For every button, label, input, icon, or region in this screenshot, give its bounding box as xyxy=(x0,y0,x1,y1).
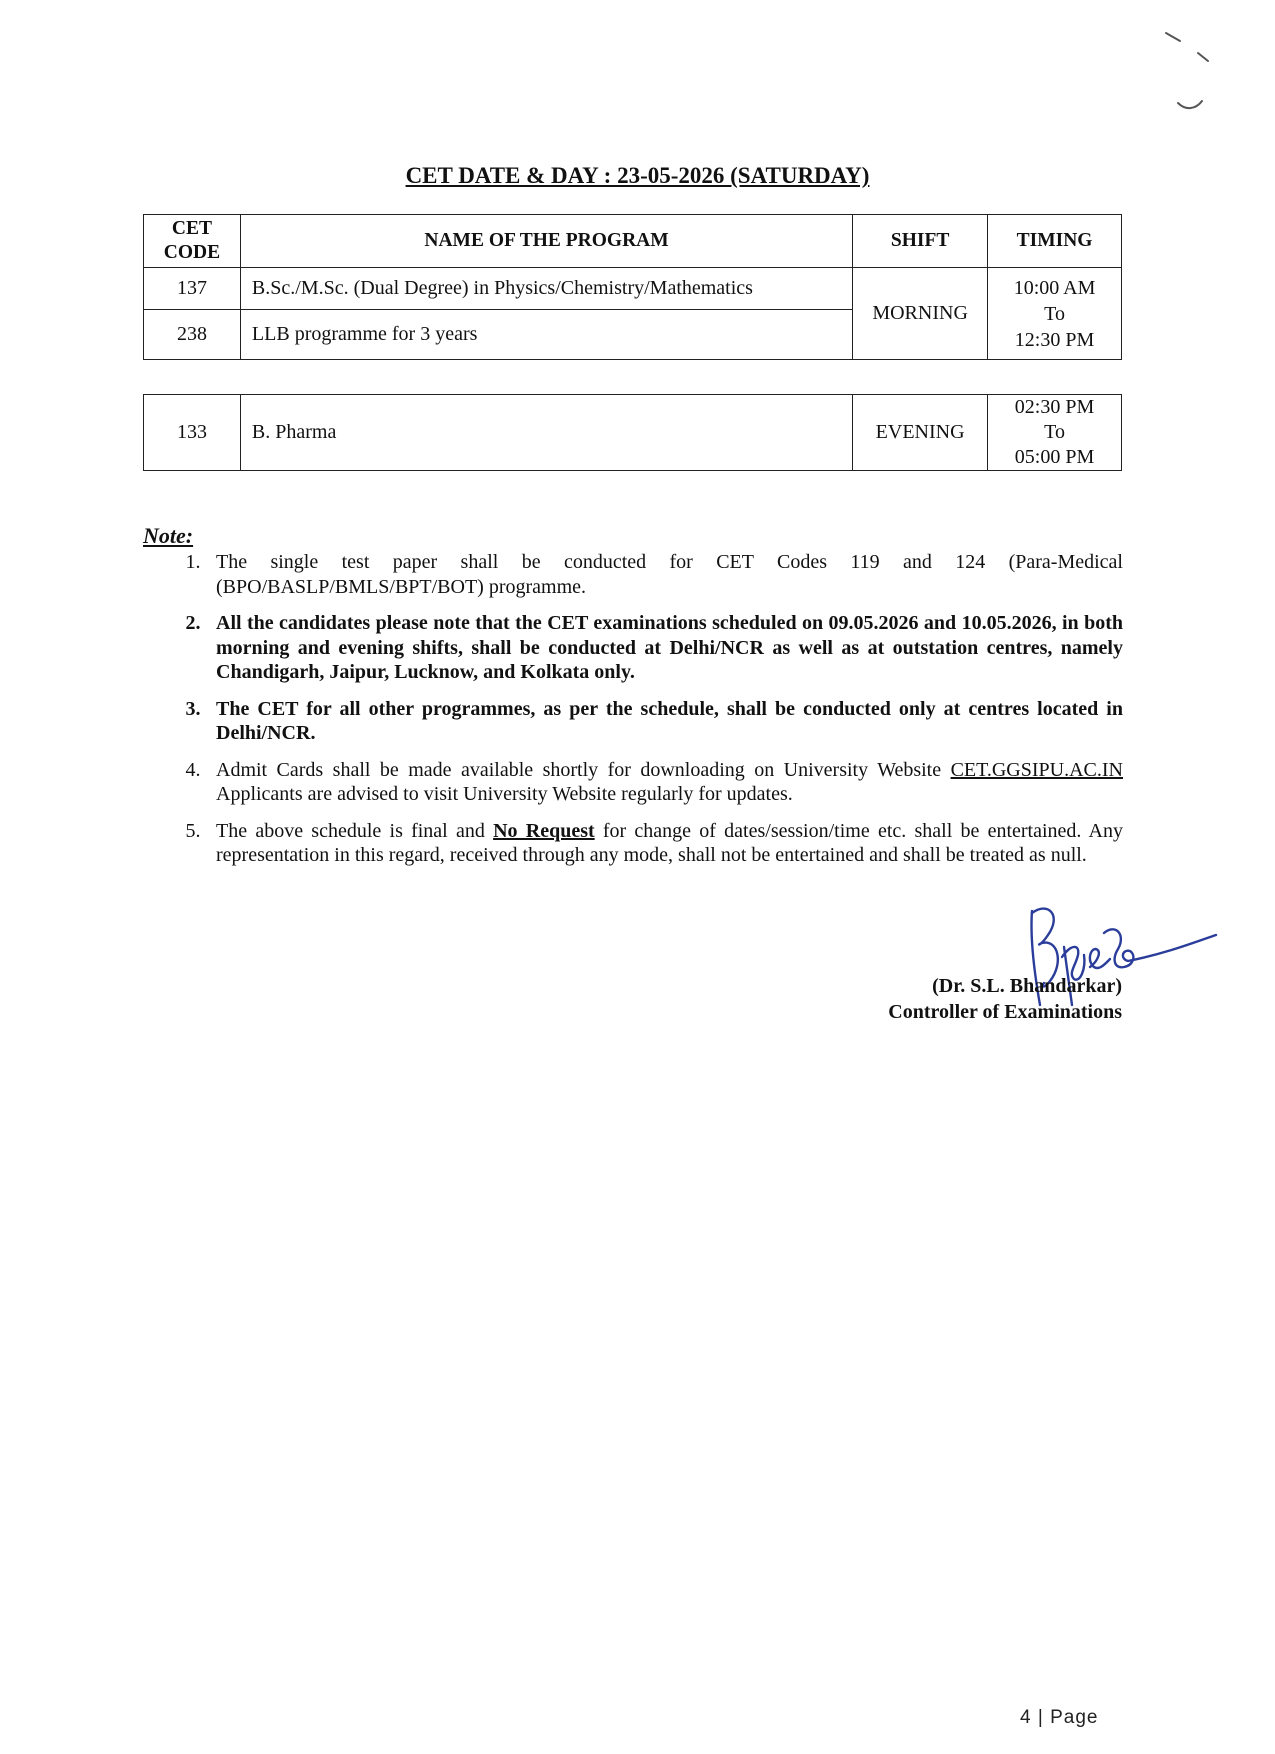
scan-mark-stroke xyxy=(1166,33,1180,41)
timing-start: 02:30 PM xyxy=(1014,396,1095,418)
signatory-name: (Dr. S.L. Bhandarkar) xyxy=(932,975,1122,997)
morning-schedule-table xyxy=(143,214,1122,360)
note-text: for change of dates/session/time etc. shall be entertained. Any representation in this regard, received through any mode, shall not be entertained and shall be treated as null. xyxy=(216,819,1123,866)
table-header-row xyxy=(144,215,1122,268)
shift-cell: EVENING xyxy=(853,395,988,471)
note-item xyxy=(143,611,1123,685)
timing-to: To xyxy=(1044,421,1065,443)
note-number: 3. xyxy=(185,697,201,720)
note-text: Admit Cards shall be made available shortly for downloading on University Website xyxy=(216,758,942,781)
header-program-name: NAME OF THE PROGRAM xyxy=(240,215,852,268)
program-name-cell: B. Pharma xyxy=(240,395,852,471)
timing-to: To xyxy=(1044,302,1065,325)
table-row xyxy=(144,268,1122,310)
timing-cell xyxy=(988,268,1122,360)
note-number: 5. xyxy=(185,819,201,842)
note-item xyxy=(143,550,1123,599)
notes-list xyxy=(143,550,1123,880)
note-heading: Note: xyxy=(143,523,194,548)
evening-schedule-table xyxy=(143,394,1122,471)
scan-mark-stroke xyxy=(1198,53,1208,61)
note-item xyxy=(143,697,1123,746)
timing-cell xyxy=(988,395,1122,471)
cet-code-cell: 137 xyxy=(144,268,241,310)
table-row xyxy=(144,395,1122,471)
note-number: 2. xyxy=(185,612,201,634)
header-timing: TIMING xyxy=(988,215,1122,268)
timing-start: 10:00 AM xyxy=(1013,276,1096,299)
header-cet-code: CET CODE xyxy=(144,215,241,268)
page-title: CET DATE & DAY : 23-05-2026 (SATURDAY) xyxy=(405,163,870,188)
signatory-designation: Controller of Examinations xyxy=(888,1001,1122,1023)
signature-stroke xyxy=(1104,929,1216,967)
shift-cell: MORNING xyxy=(853,268,988,360)
header-shift: SHIFT xyxy=(853,215,988,268)
note-text: Applicants are advised to visit University Website regularly for updates. xyxy=(216,783,793,805)
note-text: All the candidates please note that the CET examinations scheduled on 09.05.2026 and 10.05.2026, in both morning and evening shifts, shall be conducted at Delhi/NCR as well as at outstation centres, namely Chandigarh, Jaipur, Lucknow, and Kolkata only. xyxy=(216,612,1123,683)
timing-end: 05:00 PM xyxy=(1014,446,1095,468)
note-number: 1. xyxy=(185,551,201,573)
website-link[interactable]: CET.GGSIPU.AC.IN xyxy=(950,758,1123,781)
note-text: The CET for all other programmes, as per the schedule, shall be conducted only at centres located in Delhi/NCR. xyxy=(216,697,1123,744)
timing-end: 12:30 PM xyxy=(1014,328,1095,351)
scan-mark-stroke xyxy=(1178,101,1202,108)
note-item xyxy=(143,758,1123,807)
page-number: 4 xyxy=(1020,1707,1032,1728)
scan-artifact-marks xyxy=(1160,25,1220,120)
note-item xyxy=(143,819,1123,868)
program-name-cell: B.Sc./M.Sc. (Dual Degree) in Physics/Chemistry/Mathematics xyxy=(240,268,852,310)
page-label: Page xyxy=(1050,1707,1099,1728)
note-text: The single test paper shall be conducted for CET Codes 119 and 124 (Para-Medical (BPO/BASLP/BMLS/BPT/BOT) programme. xyxy=(216,551,1123,598)
no-request-emphasis: No Request xyxy=(493,819,595,842)
signatory-block xyxy=(888,973,1122,1025)
signature-stroke xyxy=(1090,949,1110,968)
note-text: The above schedule is final and xyxy=(216,819,485,842)
cet-code-cell: 238 xyxy=(144,310,241,360)
program-name-cell: LLB programme for 3 years xyxy=(240,310,852,360)
cet-code-cell: 133 xyxy=(144,395,241,471)
note-number: 4. xyxy=(185,758,201,781)
page-separator: | xyxy=(1037,1707,1044,1728)
page-footer xyxy=(1020,1707,1098,1729)
